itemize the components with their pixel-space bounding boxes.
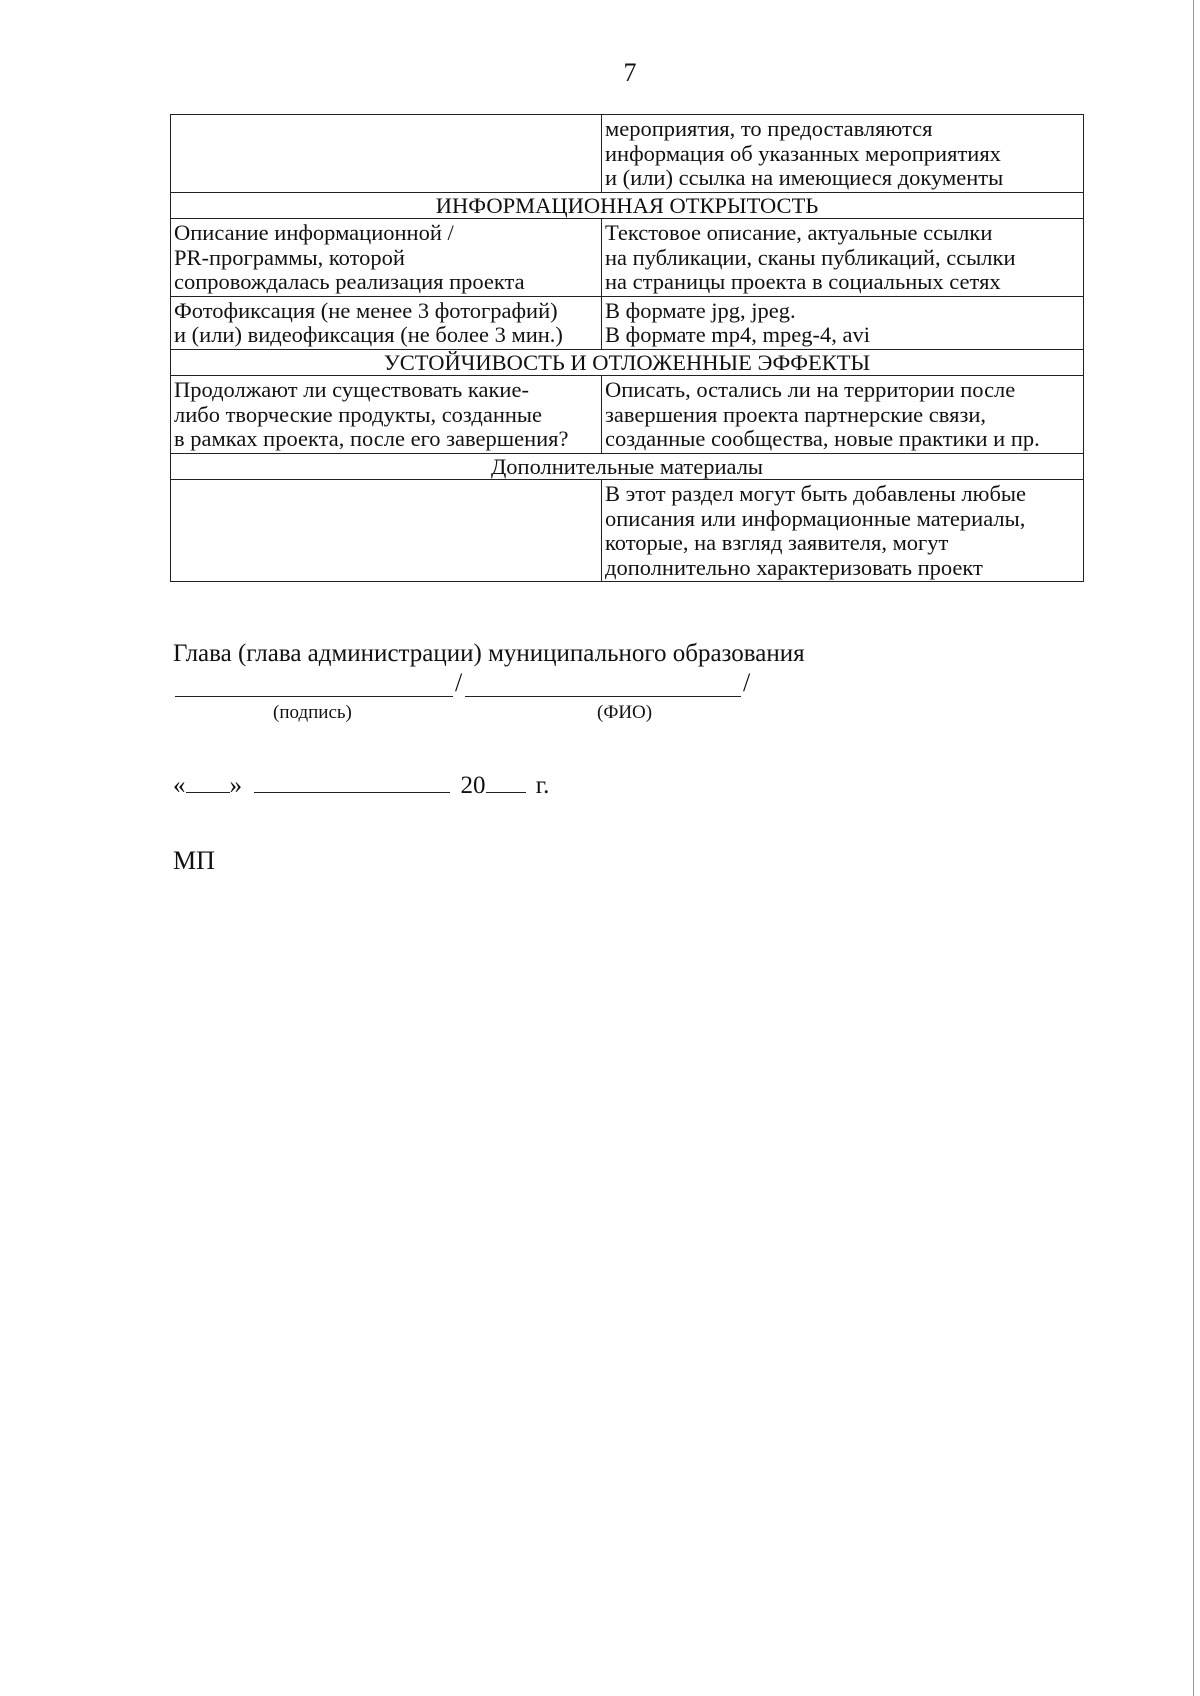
description-cell [602, 376, 1084, 454]
page-number: 7 [623, 58, 637, 87]
section-heading-row [171, 453, 1084, 480]
year-prefix: 20 [460, 772, 486, 799]
date-open-quote: « [173, 772, 186, 799]
month-blank [254, 770, 450, 793]
project-report-table [170, 114, 1084, 582]
cell-line: либо творческие продукты, созданные [174, 401, 543, 427]
cell-line: дополнительно характеризовать проект [605, 554, 983, 580]
name-caption: (ФИО) [597, 702, 653, 723]
cell-line: созданные сообщества, новые практики и пр. [605, 426, 1040, 451]
year-blank [486, 770, 526, 793]
criterion-cell [171, 115, 602, 193]
seal-placeholder: МП [173, 846, 215, 875]
section-heading: УСТОЙЧИВОСТЬ И ОТЛОЖЕННЫЕ ЭФФЕКТЫ [171, 349, 1084, 376]
year-suffix: г. [535, 772, 550, 799]
cell-line: в рамках проекта, после его завершения? [174, 426, 569, 451]
cell-line: Описание информационной / [174, 220, 454, 245]
cell-line: Продолжают ли существовать какие- [174, 377, 529, 402]
section-heading: Дополнительные материалы [171, 453, 1084, 480]
description-cell [602, 115, 1084, 193]
section-heading: ИНФОРМАЦИОННАЯ ОТКРЫТОСТЬ [171, 192, 1084, 219]
date-close-quote: » [229, 772, 242, 799]
table-row [171, 376, 1084, 454]
cell-line: В этот раздел могут быть добавлены любые [605, 481, 1026, 506]
name-line-end: / [743, 668, 751, 697]
cell-line: завершения проекта партнерские связи, [605, 401, 987, 427]
signatory-title: Глава (глава администрации) муниципального образования [173, 640, 805, 667]
section-heading-row [171, 192, 1084, 219]
cell-line: на страницы проекта в социальных сетях [605, 269, 1001, 294]
cell-line: и (или) видеофиксация (не более 3 мин.) [174, 322, 563, 347]
cell-line: Описать, остались ли на территории после [605, 377, 1016, 402]
cell-line: мероприятия, то предоставляются [605, 116, 933, 141]
cell-line: В формате jpg, jpeg. [605, 297, 796, 323]
signature-separator: / [455, 668, 463, 697]
cell-line: описания или информационные материалы, [605, 505, 1026, 531]
description-cell [602, 219, 1084, 297]
criterion-cell [171, 219, 602, 297]
cell-line: сопровождалась реализация проекта [174, 269, 525, 294]
table-row [171, 480, 1084, 582]
description-cell [602, 480, 1084, 582]
signature-block [173, 640, 805, 723]
signature-line [175, 696, 453, 697]
cell-line: PR-программы, которой [174, 244, 405, 270]
page-edge [1193, 0, 1194, 1696]
criterion-cell [171, 480, 602, 582]
table-row [171, 115, 1084, 193]
cell-line: на публикации, сканы публикаций, ссылки [605, 244, 1016, 270]
name-line [465, 696, 741, 697]
cell-line: и (или) ссылка на имеющиеся документы [605, 165, 1004, 190]
day-blank [186, 770, 230, 793]
criterion-cell [171, 296, 602, 349]
signature-caption: (подпись) [273, 702, 352, 723]
signature-lines [173, 668, 805, 723]
cell-line: которые, на взгляд заявителя, могут [605, 530, 949, 555]
description-cell [602, 296, 1084, 349]
date-row [173, 770, 549, 800]
table-row [171, 219, 1084, 297]
cell-line: информация об указанных мероприятиях [605, 140, 1001, 166]
table-row [171, 296, 1084, 349]
criterion-cell [171, 376, 602, 454]
cell-line: Текстовое описание, актуальные ссылки [605, 220, 993, 245]
cell-line: В формате mp4, mpeg-4, avi [605, 322, 871, 347]
section-heading-row [171, 349, 1084, 376]
cell-line: Фотофиксация (не менее 3 фотографий) [174, 297, 558, 323]
